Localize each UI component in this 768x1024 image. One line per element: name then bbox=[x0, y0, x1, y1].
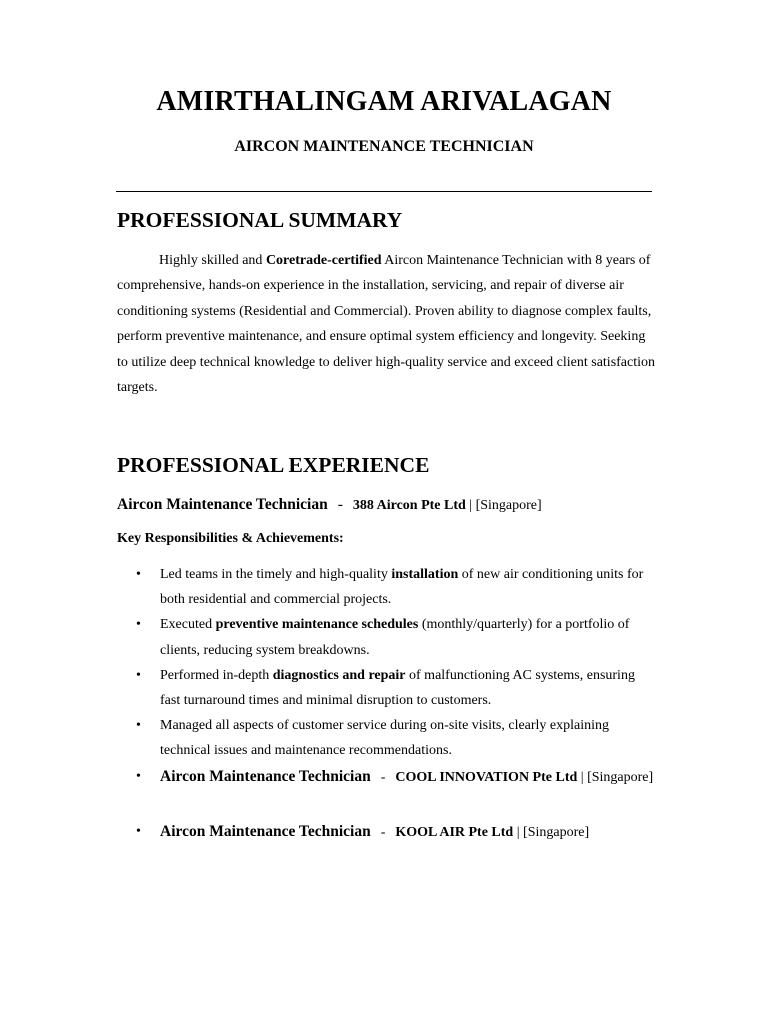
current-job-title: Aircon Maintenance Technician bbox=[117, 496, 328, 513]
responsibility-text: of malfunctioning AC systems, ensuring fast turnaround times and minimal disruption to customers. bbox=[160, 667, 635, 709]
responsibility-text: Managed all aspects of customer service during on-site visits, clearly explaining technical issues and maintenance recommendations. bbox=[160, 718, 610, 759]
bullet-icon: • bbox=[136, 769, 141, 784]
summary-certification: Coretrade-certified bbox=[265, 253, 382, 268]
candidate-role: AIRCON MAINTENANCE TECHNICIAN bbox=[234, 138, 534, 155]
summary-text-start: Highly skilled and bbox=[159, 253, 266, 268]
previous-job-separator: - bbox=[380, 825, 386, 840]
list-item bbox=[136, 562, 656, 612]
candidate-name: AMIRTHALINGAM ARIVALAGAN bbox=[156, 86, 612, 117]
current-job-line bbox=[117, 496, 542, 514]
previous-job-item bbox=[136, 823, 680, 842]
previous-job-company: KOOL AIR Pte Ltd bbox=[395, 825, 514, 840]
list-item bbox=[136, 663, 656, 713]
responsibility-bold: installation bbox=[391, 567, 459, 582]
list-item bbox=[136, 713, 656, 763]
current-job-location: | [Singapore] bbox=[465, 498, 542, 513]
header-divider bbox=[116, 191, 652, 192]
responsibility-text: of new air conditioning units for both residential and commercial projects. bbox=[160, 567, 644, 608]
bullet-icon: • bbox=[136, 718, 141, 734]
responsibility-bold: diagnostics and repair bbox=[272, 667, 406, 683]
previous-job-company: COOL INNOVATION Pte Ltd bbox=[395, 770, 578, 785]
bullet-icon: • bbox=[136, 617, 141, 633]
list-item bbox=[136, 612, 656, 662]
summary-text-rest: Aircon Maintenance Technician with 8 years of comprehensive, hands-on experience in the installation, servicing, and repair of diverse air conditioning systems (Residential and Commercial). Proven ability to diagnose complex faults, perform preventive maintenance, and ensure optimal system efficiency and longevity. Seeking to utilize deep technical knowledge to deliver high-quality service and exceed client satisfaction targets. bbox=[117, 253, 656, 396]
responsibilities-heading: Key Responsibilities & Achievements: bbox=[117, 531, 344, 546]
previous-job-title: Aircon Maintenance Technician bbox=[160, 823, 371, 840]
responsibilities-list bbox=[136, 562, 656, 764]
bullet-icon: • bbox=[136, 824, 141, 839]
previous-job-separator: - bbox=[380, 770, 386, 785]
responsibility-text: (monthly/quarterly) for a portfolio of clients, reducing system breakdowns. bbox=[160, 617, 630, 658]
experience-heading: PROFESSIONAL EXPERIENCE bbox=[117, 453, 430, 477]
responsibility-bold: preventive maintenance schedules bbox=[215, 617, 419, 633]
current-job-separator: - bbox=[337, 496, 343, 513]
previous-job-location: | [Singapore] bbox=[513, 825, 590, 840]
summary-paragraph bbox=[117, 248, 657, 400]
responsibility-text: Performed in-depth bbox=[160, 667, 273, 683]
previous-job-title: Aircon Maintenance Technician bbox=[160, 768, 371, 785]
responsibility-text: Executed bbox=[160, 617, 216, 633]
responsibility-text: Led teams in the timely and high-quality bbox=[160, 567, 392, 582]
bullet-icon: • bbox=[136, 567, 141, 582]
previous-job-item bbox=[136, 768, 680, 787]
current-job-company: 388 Aircon Pte Ltd bbox=[352, 498, 466, 513]
bullet-icon: • bbox=[136, 667, 141, 683]
previous-job-location: | [Singapore] bbox=[577, 770, 654, 785]
summary-heading: PROFESSIONAL SUMMARY bbox=[117, 208, 403, 232]
